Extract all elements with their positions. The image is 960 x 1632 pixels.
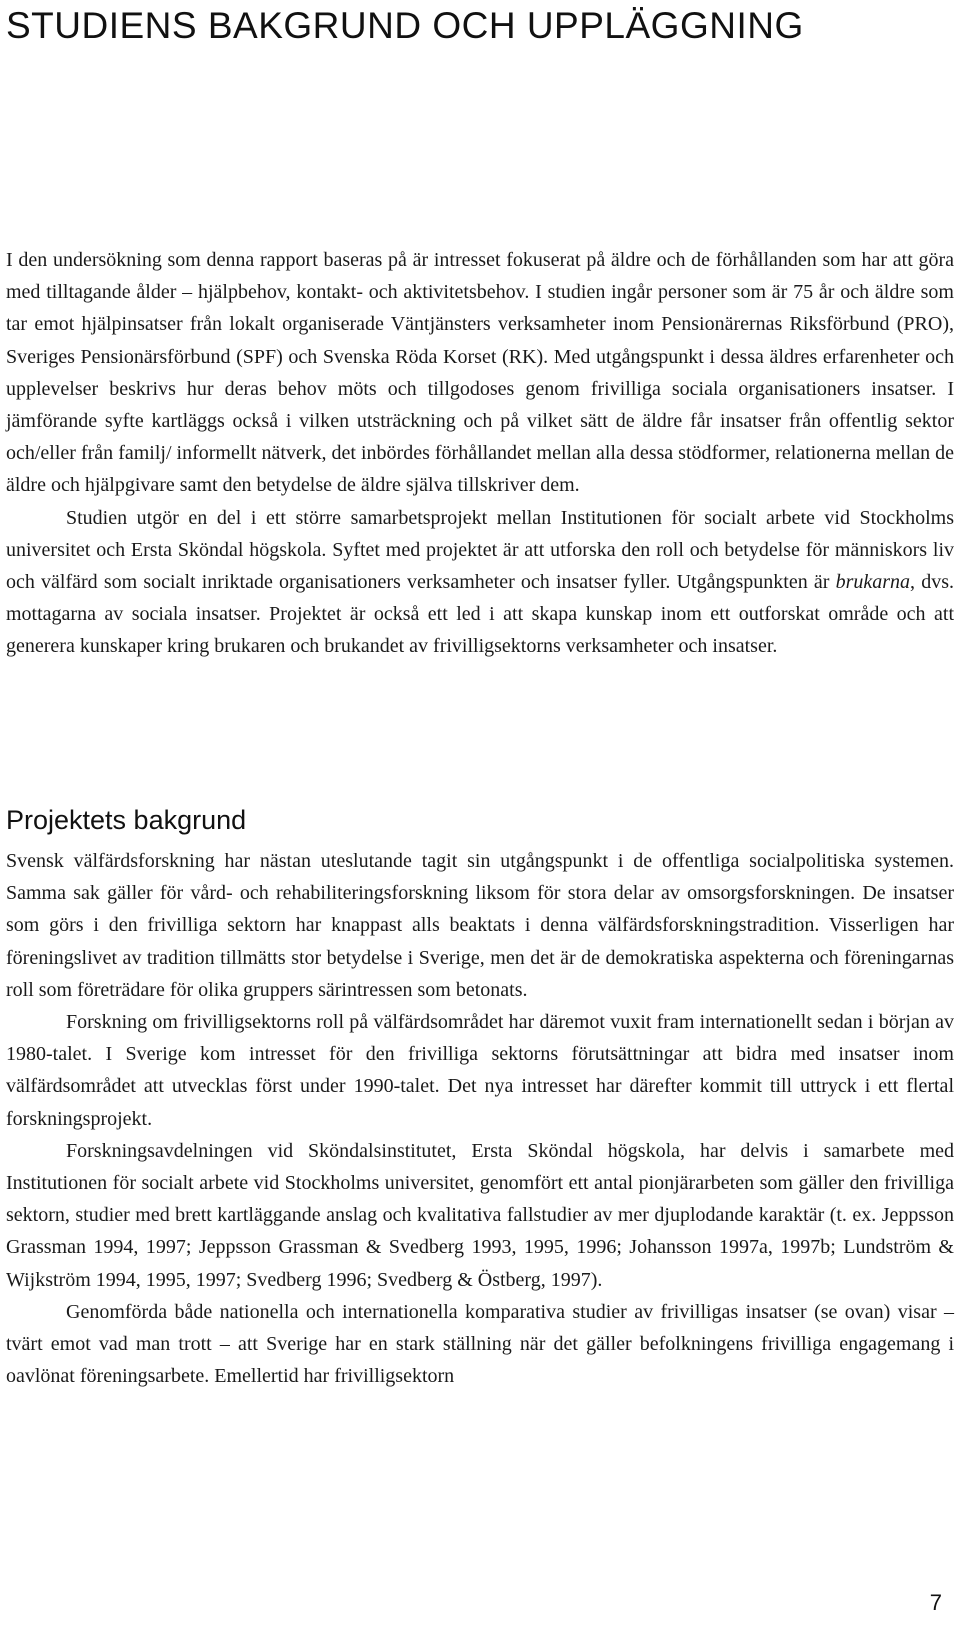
intro-paragraph-2 xyxy=(6,502,954,663)
page-title: STUDIENS BAKGRUND OCH UPPLÄGGNING xyxy=(6,5,804,46)
section-heading: Projektets bakgrund xyxy=(6,805,247,835)
intro-section xyxy=(6,244,954,663)
background-section xyxy=(6,845,954,1392)
intro-paragraph-2-emphasis: brukarna xyxy=(835,571,911,594)
intro-paragraph-2-text-b: , dvs. mottagarna av sociala insatser. Projektet är också ett led i att skapa kunskap inom ett outforskat område och att generera kunskaper kring brukaren och brukandet av frivilligsektorns verksamheter och insatser. xyxy=(6,571,954,658)
intro-paragraph-1: I den undersökning som denna rapport baseras på är intresset fokuserat på äldre och de förhållanden som har att göra med tilltagande ålder – hjälpbehov, kontakt- och aktivitetsbehov. I studien ingår personer som är 75 år och äldre som tar emot hjälpinsatser från lokalt organiserade Väntjänsters verksamheter inom Pensionärernas Riksförbund (PRO), Sveriges Pensionärsförbund (SPF) och Svenska Röda Korset (RK). Med utgångspunkt i dessa äldres erfarenheter och upplevelser beskrivs hur deras behov möts och tillgodoses genom frivilliga sociala organisationers insatser. I jämförande syfte kartläggs också i vilken utsträckning och på vilket sätt de äldre får insatser från offentlig sektor och/eller från familj/ informellt nätverk, det inbördes förhållandet mellan alla dessa stödformer, relationerna mellan de äldre och hjälpgivare samt den betydelse de äldre själva tillskriver dem. xyxy=(6,249,954,497)
page-number: 7 xyxy=(929,1590,942,1615)
intro-paragraph-2-text-a: Studien utgör en del i ett större samarbetsprojekt mellan Institutionen för socialt arbete vid Stockholms universitet och Ersta Sköndal högskola. Syftet med projektet är att utforska den roll och betydelse för människors liv och välfärd som socialt inriktade organisationers verksamheter och insatser fyller. Utgångspunkten är xyxy=(6,506,954,594)
background-paragraph-2: Forskning om frivilligsektorns roll på välfärdsområdet har däremot vuxit fram internationellt sedan i början av 1980-talet. I Sverige kom intresset för den frivilliga sektorns förutsättningar att bidra med insatser inom välfärdsområdet att utvecklas först under 1990-talet. Det nya intresset har därefter kommit till uttryck i ett flertal forskningsprojekt. xyxy=(6,1011,954,1130)
background-paragraph-1: Svensk välfärdsforskning har nästan uteslutande tagit sin utgångspunkt i de offentliga socialpolitiska systemen. Samma sak gäller för vård- och rehabiliteringsforskning liksom för stora delar av omsorgsforskningen. De insatser som görs i den frivilliga sektorn har knappast alls beaktats i denna välfärdsforskningstradition. Visserligen har föreningslivet av tradition tillmätts stor betydelse i Sverige, men det är de demokratiska aspekterna och föreningarnas roll som företrädare för olika gruppers särintressen som betonats. xyxy=(6,850,954,1001)
background-paragraph-3: Forskningsavdelningen vid Sköndalsinstitutet, Ersta Sköndal högskola, har delvis i samarbete med Institutionen för socialt arbete vid Stockholms universitet, genomfört ett antal pionjärarbeten som gäller den frivilliga sektorn, studier med brett kartläggande anslag och kvalitativa fallstudier av mer djuplodande karaktär (t. ex. Jeppsson Grassman 1994, 1997; Jeppsson Grassman & Svedberg 1993, 1995, 1996; Johansson 1997a, 1997b; Lundström & Wijkström 1994, 1995, 1997; Svedberg 1996; Svedberg & Östberg, 1997). xyxy=(6,1139,954,1291)
background-paragraph-4: Genomförda både nationella och internationella komparativa studier av frivilligas insatser (se ovan) visar – tvärt emot vad man trott – att Sverige har en stark ställning när det gäller befolkningens frivilliga engagemang i oavlönat föreningsarbete. Emellertid har frivilligsektorn xyxy=(6,1300,954,1388)
